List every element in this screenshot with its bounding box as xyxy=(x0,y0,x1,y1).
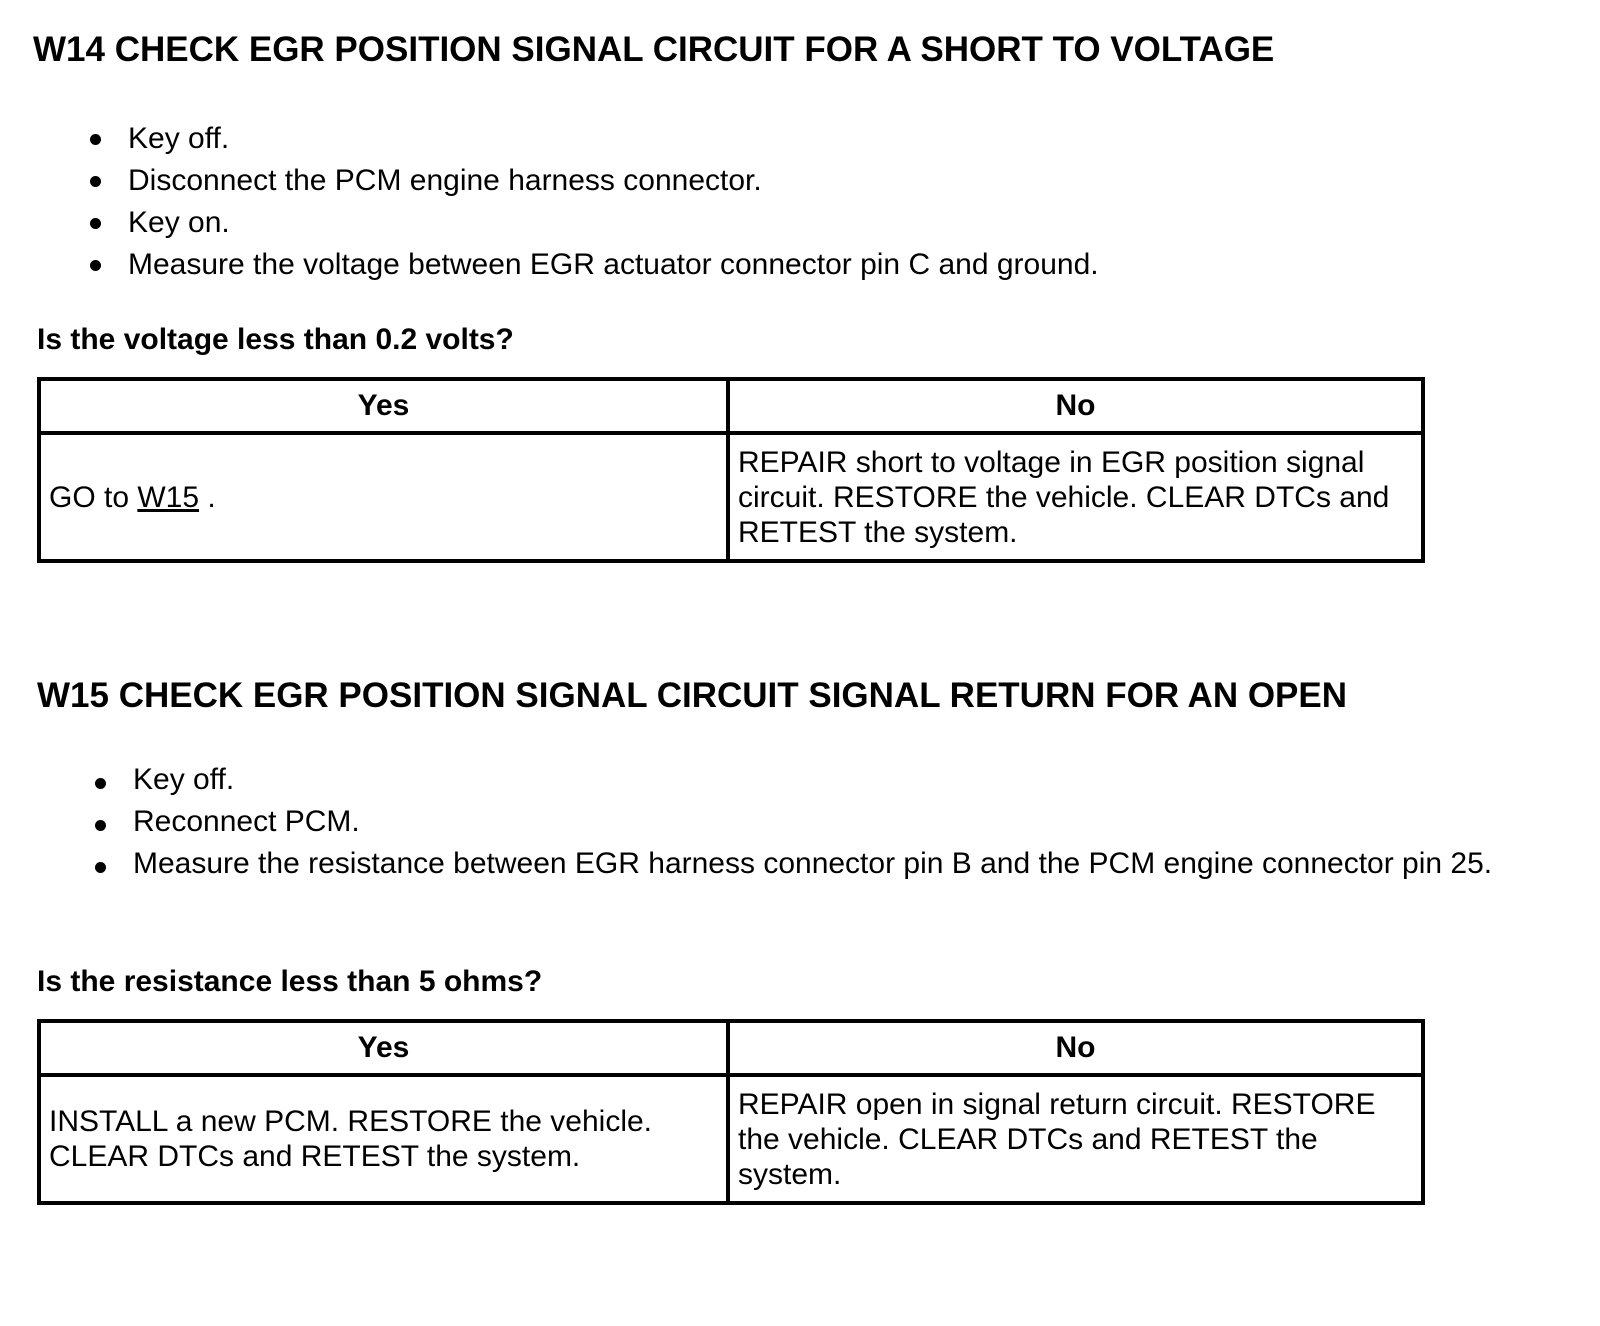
w15-title: W15 CHECK EGR POSITION SIGNAL CIRCUIT SIGNAL RETURN FOR AN OPEN xyxy=(37,676,1348,715)
w14-step-list xyxy=(90,118,1490,286)
w14-step-text: Measure the voltage between EGR actuator connector pin C and ground. xyxy=(128,248,1099,281)
w14-step-text: Key on. xyxy=(128,206,230,239)
list-item xyxy=(90,118,1490,160)
w15-yes-header: Yes xyxy=(39,1021,728,1075)
list-item xyxy=(90,202,1490,244)
bullet-icon xyxy=(90,134,101,145)
w15-no-cell: REPAIR open in signal return circuit. RESTORE the vehicle. CLEAR DTCs and RETEST the system. xyxy=(728,1075,1423,1203)
list-item xyxy=(90,244,1490,286)
w14-result-table xyxy=(37,377,1425,563)
table-row xyxy=(39,433,1423,561)
w14-title: W14 CHECK EGR POSITION SIGNAL CIRCUIT FOR A SHORT TO VOLTAGE xyxy=(33,30,1275,69)
w14-no-cell: REPAIR short to voltage in EGR position signal circuit. RESTORE the vehicle. CLEAR DTCs and RETEST the system. xyxy=(728,433,1423,561)
w15-step-text: Reconnect PCM. xyxy=(133,805,360,838)
table-row xyxy=(39,1075,1423,1203)
bullet-icon xyxy=(90,176,101,187)
w15-step-list xyxy=(95,762,1515,888)
w15-step-text: Measure the resistance between EGR harness connector pin B and the PCM engine connector pin 25. xyxy=(133,847,1493,880)
w15-question: Is the resistance less than 5 ohms? xyxy=(37,965,543,998)
w15-step-text: Key off. xyxy=(133,763,235,796)
w14-question: Is the voltage less than 0.2 volts? xyxy=(37,323,514,356)
list-item xyxy=(95,804,1515,840)
w14-yes-header: Yes xyxy=(39,379,728,433)
w15-result-table xyxy=(37,1019,1425,1205)
w14-step-text: Disconnect the PCM engine harness connector. xyxy=(128,164,762,197)
bullet-icon xyxy=(90,218,101,229)
w15-yes-cell: INSTALL a new PCM. RESTORE the vehicle. CLEAR DTCs and RETEST the system. xyxy=(39,1075,728,1203)
w14-no-header: No xyxy=(728,379,1423,433)
bullet-icon xyxy=(95,820,106,831)
w14-yes-prefix: GO to xyxy=(49,480,138,514)
w14-yes-suffix: . xyxy=(199,480,216,514)
list-item xyxy=(95,846,1515,882)
list-item xyxy=(95,762,1515,798)
bullet-icon xyxy=(95,862,106,873)
w15-no-header: No xyxy=(728,1021,1423,1075)
bullet-icon xyxy=(95,778,106,789)
list-item xyxy=(90,160,1490,202)
bullet-icon xyxy=(90,260,101,271)
w14-step-text: Key off. xyxy=(128,122,230,155)
w15-link[interactable]: W15 xyxy=(137,480,200,514)
table-header-row xyxy=(39,1021,1423,1075)
table-header-row xyxy=(39,379,1423,433)
w14-yes-cell xyxy=(39,433,728,561)
